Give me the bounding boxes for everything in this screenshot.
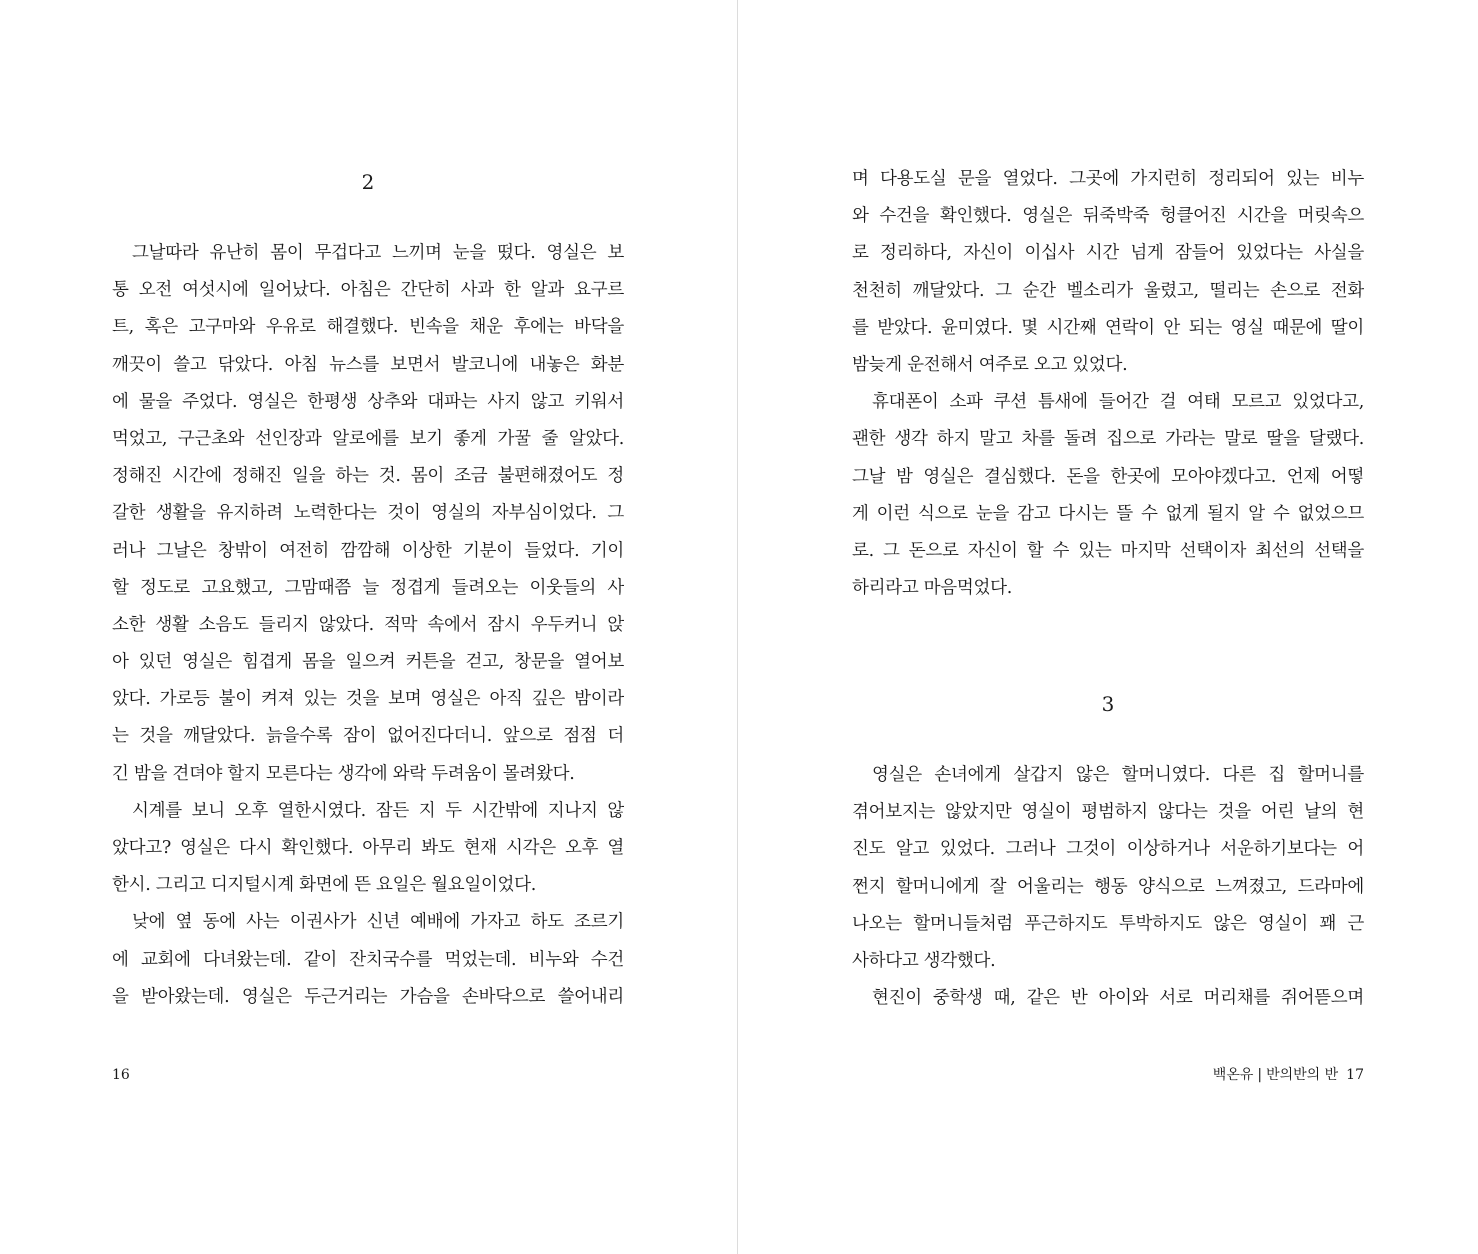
page-number-right: 17 [1346, 1067, 1364, 1083]
text-line: 았다고? 영실은 다시 확인했다. 아무리 봐도 현재 시각은 오후 열 [112, 838, 624, 858]
left-page-body [112, 235, 624, 1016]
text-line: 그날 밤 영실은 결심했다. 돈을 한곳에 모아야겠다고. 언제 어떻 [852, 466, 1364, 487]
right-page-body-bottom [852, 757, 1364, 1017]
text-line: 트, 혹은 고구마와 우유로 해결했다. 빈속을 채운 후에는 바닥을 [112, 317, 624, 338]
book-spine-divider [737, 0, 738, 1254]
text-line: 밤늦게 운전해서 여주로 오고 있었다. [852, 354, 1128, 375]
text-line: 에 교회에 다녀왔는데. 같이 잔치국수를 먹었는데. 비누와 수건 [112, 949, 624, 970]
footer-book-title: 반의반의 반 [1266, 1067, 1339, 1083]
text-line: 시계를 보니 오후 열한시였다. 잠든 지 두 시간밖에 지나지 않 [132, 800, 624, 821]
text-line: 았다. 가로등 불이 켜져 있는 것을 보며 영실은 아직 깊은 밤이라 [112, 689, 624, 710]
text-line: 천천히 깨달았다. 그 순간 벨소리가 울렸고, 떨리는 손으로 전화 [852, 280, 1364, 301]
text-line: 긴 밤을 견뎌야 할지 모른다는 생각에 와락 두려움이 몰려왔다. [112, 763, 575, 784]
footer-separator: | [1257, 1067, 1263, 1083]
text-line: 를 받았다. 윤미였다. 몇 시간째 연락이 안 되는 영실 때문에 딸이 [852, 317, 1364, 338]
text-line: 을 받아왔는데. 영실은 두근거리는 가슴을 손바닥으로 쓸어내리 [112, 986, 624, 1007]
text-line: 할 정도로 고요했고, 그맘때쯤 늘 정겹게 들려오는 이웃들의 사 [112, 577, 624, 598]
text-line: 휴대폰이 소파 쿠션 틈새에 들어간 걸 여태 모르고 있었다고, [872, 392, 1364, 413]
page-number-left: 16 [112, 1067, 130, 1083]
text-line: 진도 알고 있었다. 그러나 그것이 이상하거나 서운하기보다는 어 [852, 839, 1364, 860]
text-line: 먹었고, 구근초와 선인장과 알로에를 보기 좋게 가꿀 줄 알았다. [112, 428, 624, 449]
text-line: 통 오전 여섯시에 일어났다. 아침은 간단히 사과 한 알과 요구르 [112, 280, 624, 301]
text-line: 게 이런 식으로 눈을 감고 다시는 뜰 수 없게 될지 알 수 없었으므 [852, 503, 1364, 524]
text-line: 로 정리하다, 자신이 이십사 시간 넘게 잠들어 있었다는 사실을 [852, 243, 1364, 264]
text-line: 겪어보지는 않았지만 영실이 평범하지 않다는 것을 어린 날의 현 [852, 802, 1364, 823]
left-page [0, 0, 738, 1254]
text-line: 는 것을 깨달았다. 늙을수록 잠이 없어진다더니. 앞으로 점점 더 [112, 726, 624, 747]
text-line: 아 있던 영실은 힘겹게 몸을 일으켜 커튼을 걷고, 창문을 열어보 [112, 652, 624, 673]
text-line: 깨끗이 쓸고 닦았다. 아침 뉴스를 보면서 발코니에 내놓은 화분 [112, 354, 624, 375]
text-line: 사하다고 생각했다. [852, 950, 996, 971]
text-line: 낮에 옆 동에 사는 이권사가 신년 예배에 가자고 하도 조르기 [132, 912, 624, 933]
text-line: 로. 그 돈으로 자신이 할 수 있는 마지막 선택이자 최선의 선택을 [852, 540, 1364, 561]
text-line: 나오는 할머니들처럼 푸근하지도 투박하지도 않은 영실이 꽤 근 [852, 913, 1364, 934]
text-line: 한시. 그리고 디지털시계 화면에 뜬 요일은 월요일이었다. [112, 875, 537, 896]
text-line: 갈한 생활을 유지하려 노력한다는 것이 영실의 자부심이었다. 그 [112, 503, 624, 524]
text-line: 그날따라 유난히 몸이 무겁다고 느끼며 눈을 떴다. 영실은 보 [132, 243, 624, 263]
text-line: 현진이 중학생 때, 같은 반 아이와 서로 머리채를 쥐어뜯으며 [872, 988, 1364, 1009]
right-page [739, 0, 1477, 1254]
text-line: 소한 생활 소음도 들리지 않았다. 적막 속에서 잠시 우두커니 앉 [112, 614, 624, 635]
footer-author: 백온유 [1212, 1067, 1254, 1083]
section-number-2: 2 [361, 170, 375, 194]
text-line: 와 수건을 확인했다. 영실은 뒤죽박죽 헝클어진 시간을 머릿속으 [852, 206, 1364, 227]
text-line: 에 물을 주었다. 영실은 한평생 상추와 대파는 사지 않고 키워서 [112, 391, 624, 412]
text-line: 쩐지 할머니에게 잘 어울리는 행동 양식으로 느껴졌고, 드라마에 [852, 876, 1364, 897]
text-line: 하리라고 마음먹었다. [852, 578, 1012, 599]
text-line: 영실은 손녀에게 살갑지 않은 할머니였다. 다른 집 할머니를 [872, 765, 1364, 785]
running-footer [1213, 1066, 1364, 1084]
text-line: 러나 그날은 창밖이 여전히 깜깜해 이상한 기분이 들었다. 기이 [112, 540, 624, 561]
text-line: 괜한 생각 하지 말고 차를 돌려 집으로 가라는 말로 딸을 달랬다. [852, 429, 1364, 450]
section-number-3: 3 [1101, 692, 1115, 716]
right-page-body-top [852, 161, 1364, 607]
text-line: 며 다용도실 문을 열었다. 그곳에 가지런히 정리되어 있는 비누 [852, 169, 1364, 189]
text-line: 정해진 시간에 정해진 일을 하는 것. 몸이 조금 불편해졌어도 정 [112, 466, 624, 487]
